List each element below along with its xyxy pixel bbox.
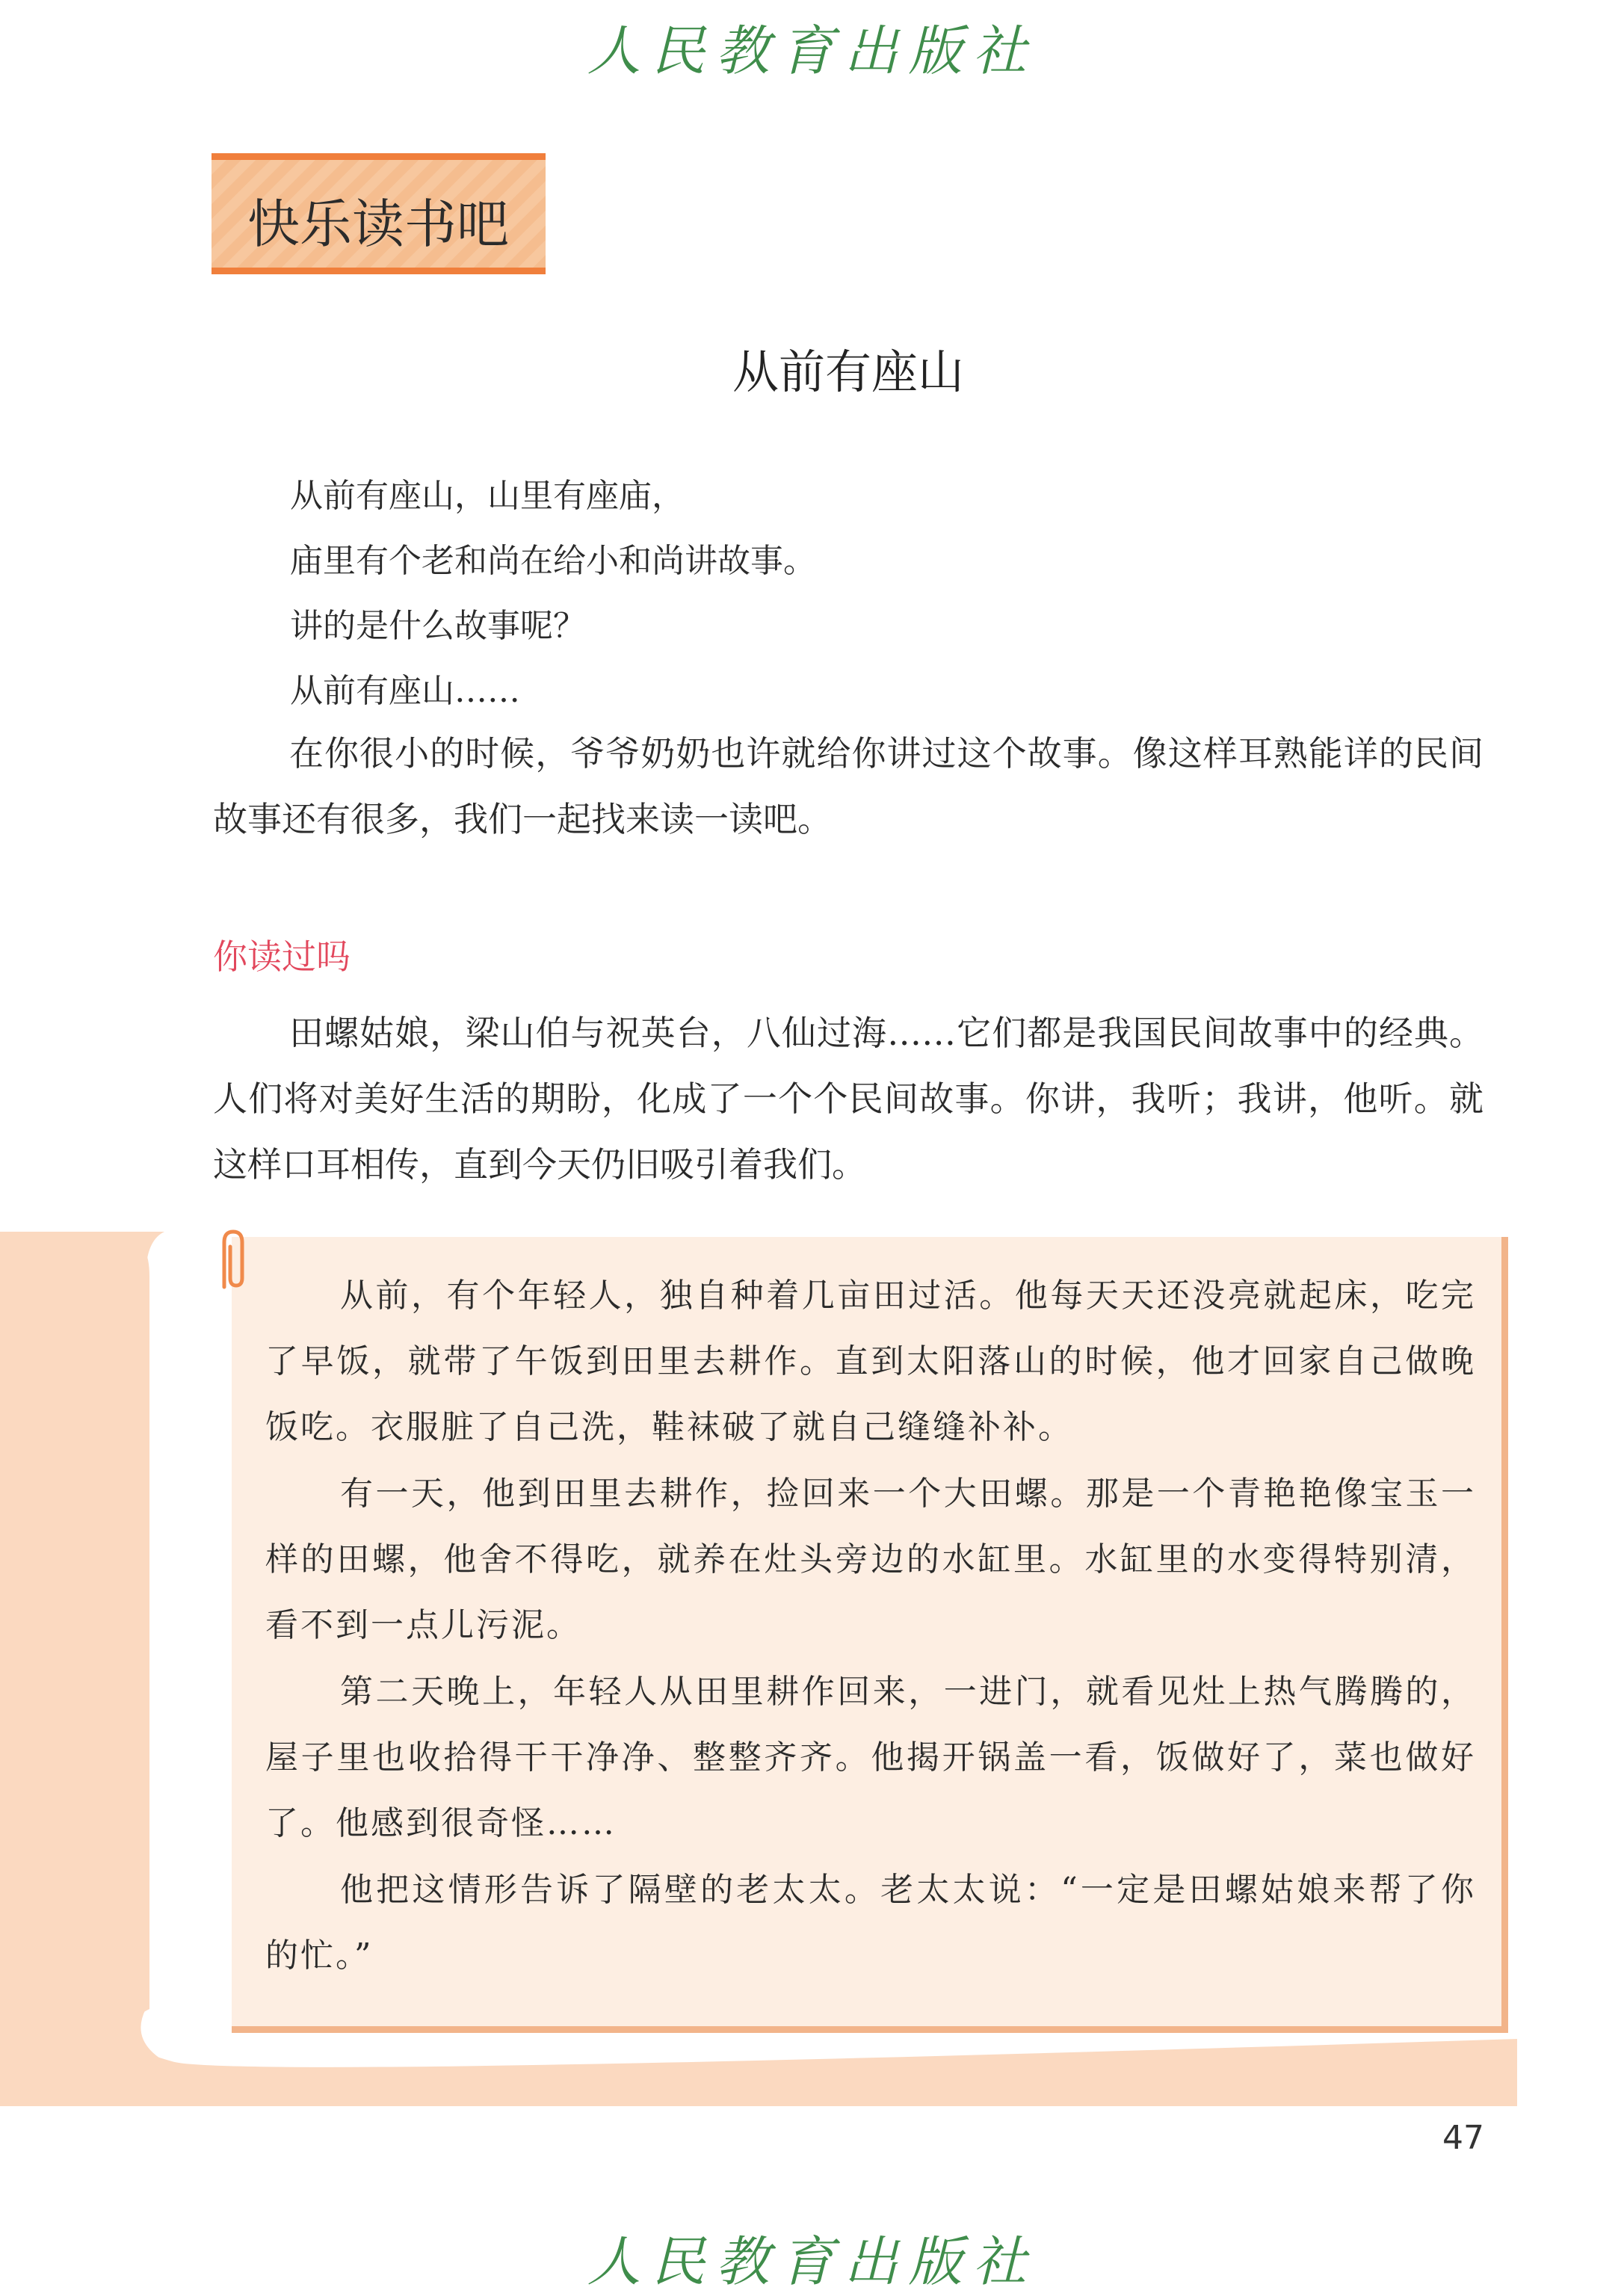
paperclip-icon	[211, 1226, 256, 1293]
publisher-logo-bottom: 人民教育出版社	[587, 2230, 1037, 2293]
story-title: 从前有座山	[732, 345, 964, 399]
poem-line: 庙里有个老和尚在给小和尚讲故事。	[290, 542, 816, 580]
page-number: 47	[1442, 2119, 1484, 2157]
excerpt-paragraph: 有一天，他到田里去耕作，捡回来一个大田螺。那是一个青艳艳像宝玉一样的田螺，他舍不得吃，就养在灶头旁边的水缸里。水缸里的水变得特别清，看不到一点儿污泥。	[265, 1475, 1476, 1644]
banner-title: 快乐读书吧	[247, 194, 509, 255]
poem-line: 从前有座山，山里有座庙，	[290, 477, 685, 515]
excerpt-paragraph: 第二天晚上，年轻人从田里耕作回来，一进门，就看见灶上热气腾腾的，屋子里也收拾得干干净净、整整齐齐。他揭开锅盖一看，饭做好了，菜也做好了。他感到很奇怪……	[265, 1673, 1476, 1842]
poem-line: 从前有座山……	[290, 672, 520, 710]
poem	[290, 463, 816, 723]
intro-paragraph: 在你很小的时候，爷爷奶奶也许就给你讲过这个故事。像这样耳熟能详的民间故事还有很多，我们一起找来读一读吧。	[213, 733, 1483, 839]
excerpt-paragraph: 从前，有个年轻人，独自种着几亩田过活。他每天天还没亮就起床，吃完了早饭，就带了午饭到田里去耕作。直到太阳落山的时候，他才回家自己做晚饭吃。衣服脏了自己洗，鞋袜破了就自己缝缝补补。	[265, 1277, 1476, 1446]
publisher-logo-top: 人民教育出版社	[587, 19, 1037, 82]
excerpt-paragraph: 他把这情形告诉了隔壁的老太太。老太太说：“一定是田螺姑娘来帮了你的忙。”	[265, 1871, 1476, 1975]
section-paragraph: 田螺姑娘，梁山伯与祝英台，八仙过海……它们都是我国民间故事中的经典。人们将对美好生活的期盼，化成了一个个民间故事。你讲，我听；我讲，他听。就这样口耳相传，直到今天仍旧吸引着我们。	[213, 1013, 1483, 1185]
poem-line: 讲的是什么故事呢？	[290, 607, 586, 645]
section-heading: 你读过吗	[213, 936, 351, 977]
section-banner	[212, 153, 546, 274]
